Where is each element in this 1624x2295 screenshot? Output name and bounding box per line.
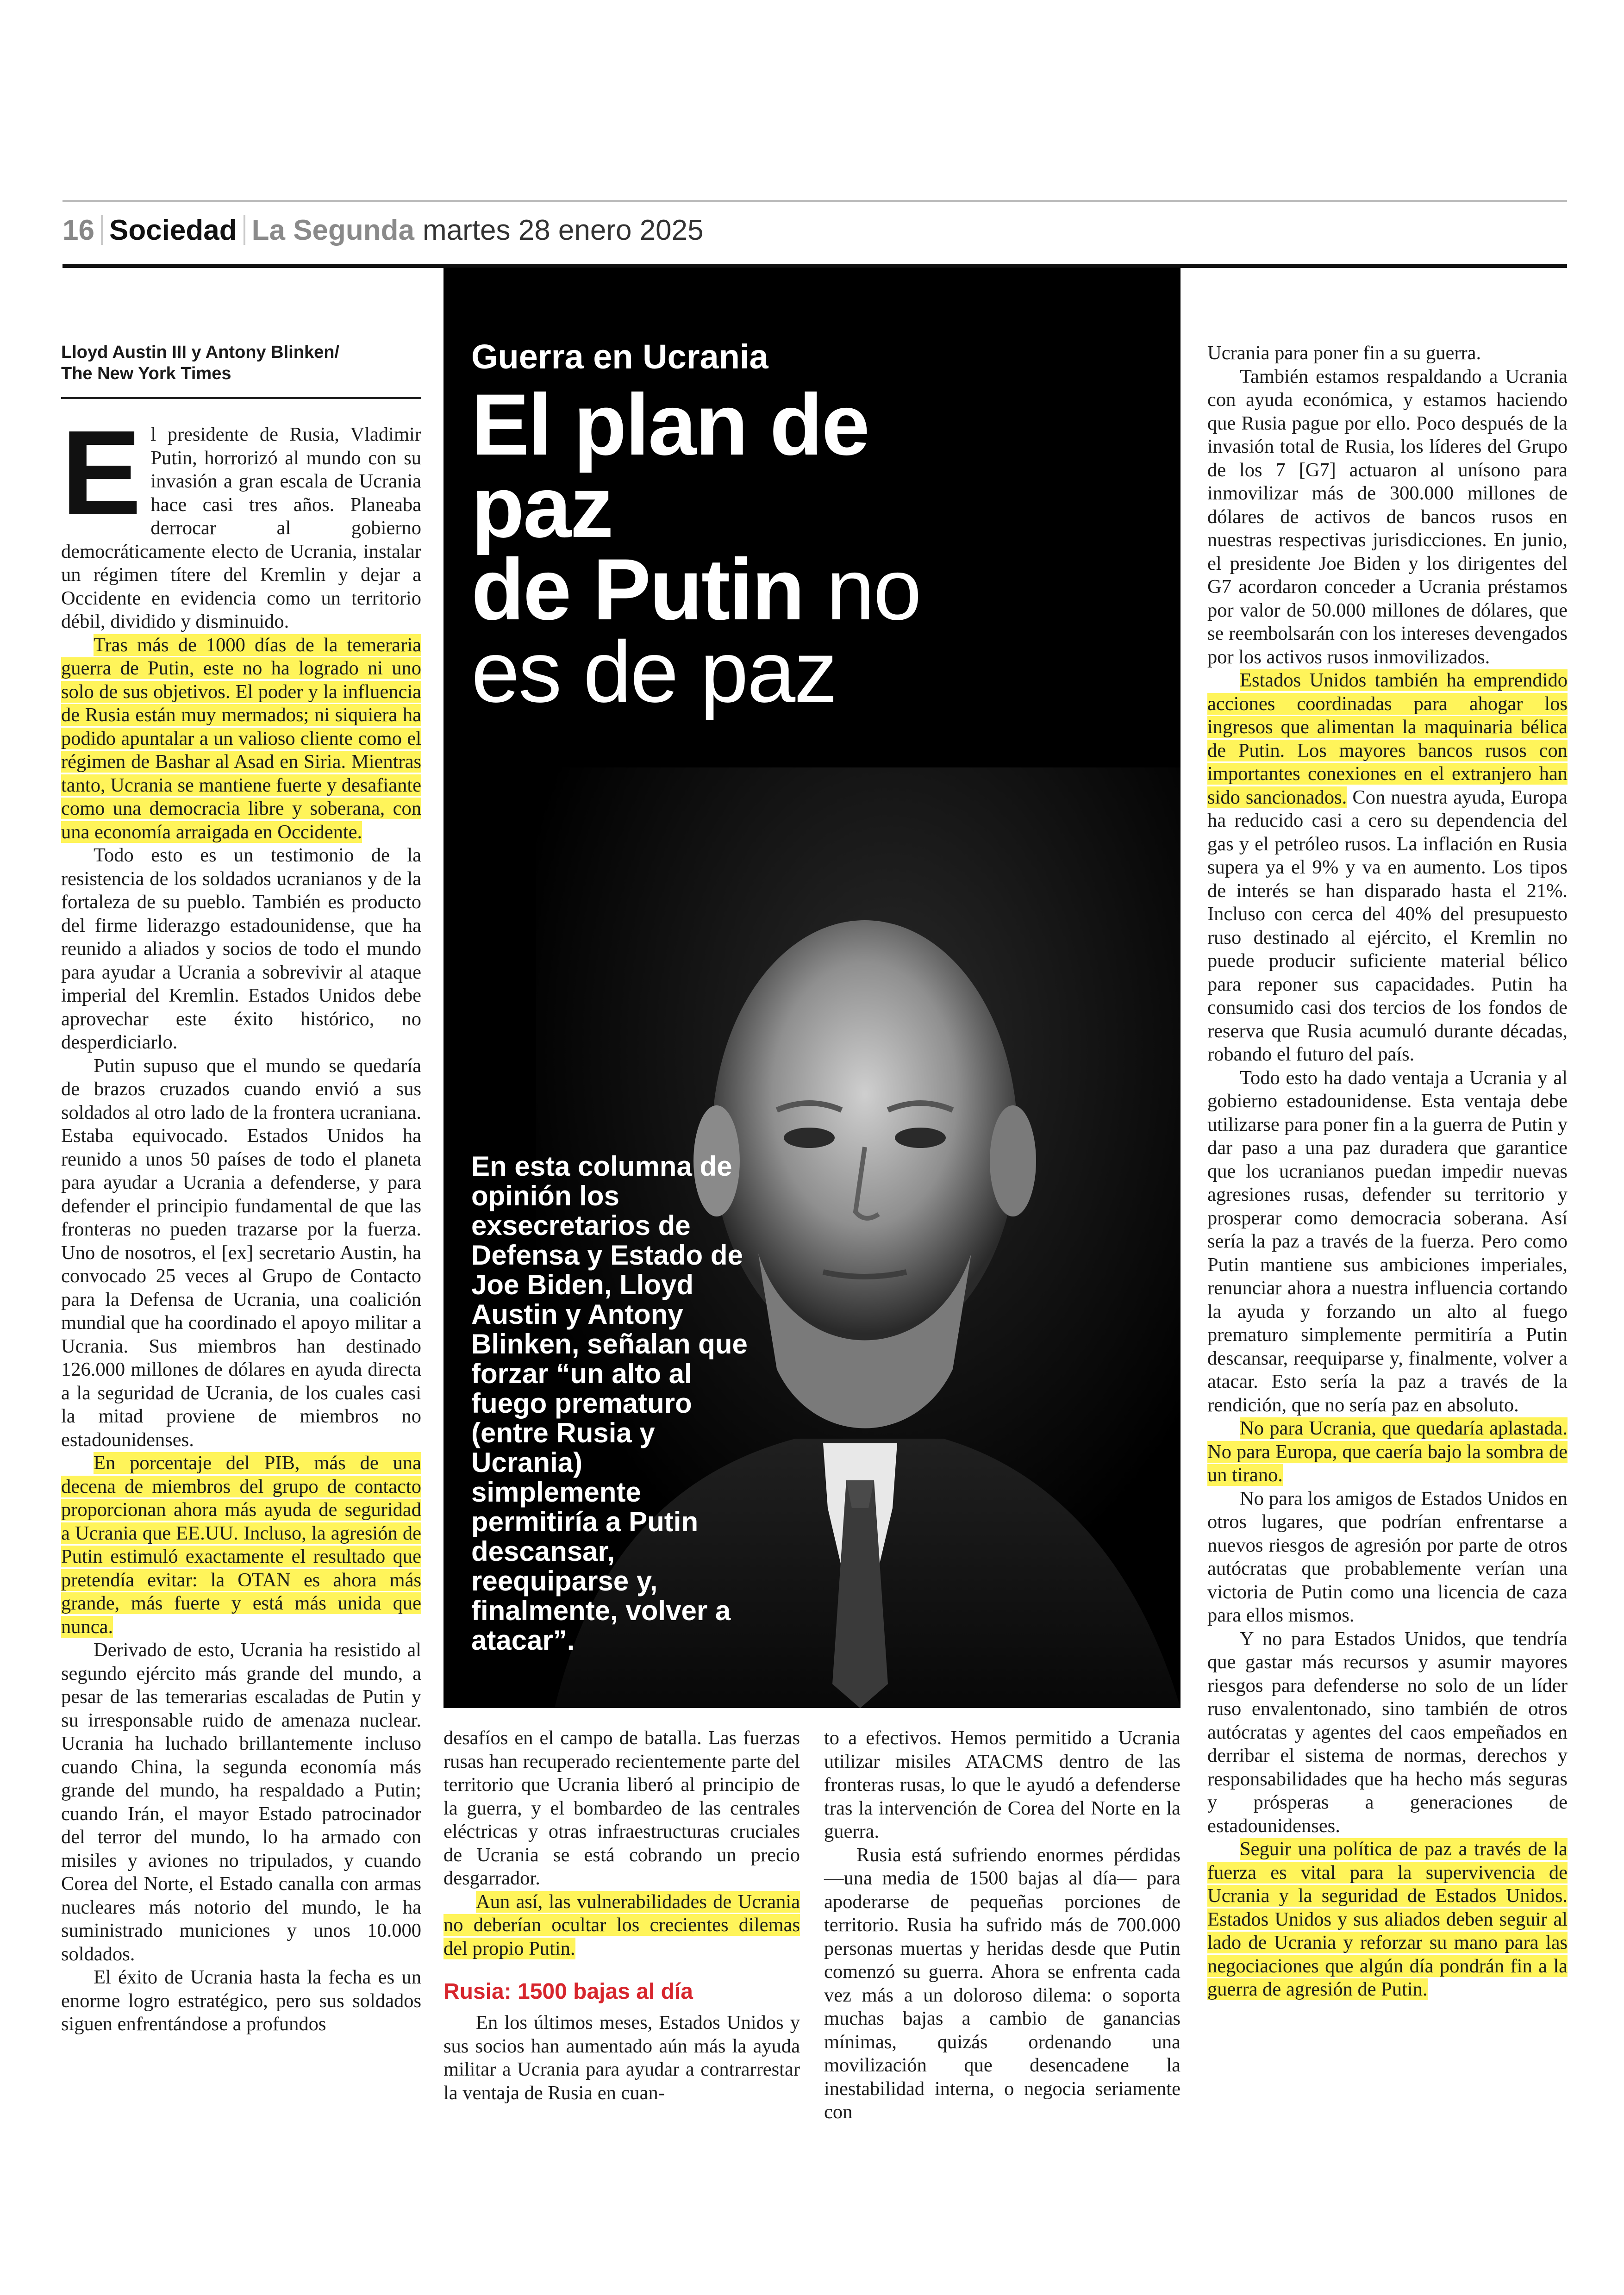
subheading: Rusia: 1500 bajas al día (443, 1979, 693, 2004)
headline-line-1: El plan de paz (471, 376, 868, 555)
kicker: Guerra en Ucrania (471, 337, 768, 376)
paragraph-text: l presidente de Rusia, Vladimir Putin, horrorizó al mundo con su invasión a gran escala de Ucrania hace casi tres años. Planeaba derrocar al gobierno democráticamente electo de Ucrania, instalar un régimen títere del Kremlin y dejar a Occidente en evidencia como un territorio débil, dividido y disminuido. (61, 424, 421, 632)
paragraph (61, 406, 421, 634)
paragraph: Putin supuso que el mundo se quedaría de brazos cruzados cuando envió a sus soldados al otro lado de la frontera ucraniana. Estaba equivocado. Estados Unidos ha reunido a unos 50 países de todo el planeta para ayudar a Ucrania a defenderse, y para defender el principio fundamental de que las fronteras no pueden trazarse por la fuerza. Uno de nosotros, el [ex] secretario Austin, ha convocado 25 veces al Grupo de Contacto para la Defensa de Ucrania, una coalición mundial que ha coordinado el apoyo militar a Ucrania. Sus miembros han destinado 126.000 millones de dólares en ayuda directa a la seguridad de Ucrania, de los cuales casi la mitad proviene de miembros no estadounidenses. (61, 1054, 421, 1451)
header-divider (244, 215, 245, 245)
byline-authors: Lloyd Austin III y Antony Blinken/ (61, 343, 339, 362)
paragraph: Y no para Estados Unidos, que tendría que gastar más recursos y asumir mayores riesgos para defenderse no solo de un líder ruso envalentonado, sino también de otros autócratas y agentes del caos empeñados en derribar el sistema de normas, derechos y responsabilidades que ha hecho más seguras y prósperas a generaciones de estadounidenses. (1207, 1628, 1568, 1837)
headline (471, 376, 1027, 720)
section-name: Sociedad (109, 214, 237, 246)
headline-line-2-bold: de Putin (471, 541, 804, 638)
page-header (62, 209, 704, 251)
paragraph: Todo esto ha dado ventaja a Ucrania y al gobierno estadounidense. Esta ventaja debe utilizarse para poner fin a la guerra de Putin y dar paso a una paz duradera que garantice que los ucranianos puedan impedir nuevas agresiones rusas, defender su territorio y prosperar como democracia soberana. Así sería la paz a través de la fuerza. Pero como Putin mantiene sus ambiciones imperiales, renunciar ahora a nuestra influencia cortando la ayuda y forzando un alto al fuego prematuro simplemente permitiría a Putin descansar, reequiparse y, finalmente, volver a atacar. Esto sería la paz a través de la rendición, que no sería paz en absoluto. (1207, 1066, 1568, 1416)
paragraph (61, 1452, 421, 1639)
headline-line-3: es de paz (471, 623, 837, 720)
top-rule (62, 200, 1567, 202)
highlighted-text: En porcentaje del PIB, más de una decena de miembros del grupo de contacto proporcionan ahora más ayuda de seguridad a Ucrania que EE.UU. Incluso, la agresión de Putin estimuló exactamente el resultado que pretendía evitar: la OTAN es ahora más grande, más fuerte y está más unida que nunca. (61, 1452, 421, 1638)
column-1 (61, 342, 421, 2036)
paragraph: En los últimos meses, Estados Unidos y sus socios han aumentado aún más la ayuda militar a Ucrania para ayudar a contrarrestar la ventaja de Rusia en cuan- (443, 2012, 800, 2104)
paragraph (1207, 669, 1568, 1066)
column-3 (824, 1727, 1181, 2124)
drop-cap: E (61, 406, 142, 540)
highlighted-text: Estados Unidos también ha emprendido acciones coordinadas para ahogar los ingresos que alimentan la maquinaria bélica de Putin. Los mayores bancos rusos con importantes conexiones en el extranjero han sido sancionados. (1207, 669, 1568, 808)
byline-rule (61, 397, 421, 399)
paragraph (1207, 1417, 1568, 1487)
highlighted-text: Tras más de 1000 días de la temeraria guerra de Putin, este no ha logrado ni uno solo de sus objetivos. El poder y la influencia de Rusia están muy mermados; ni siquiera ha podido apuntalar a un valioso cliente como el régimen de Bashar al Asad en Siria. Mientras tanto, Ucrania se mantiene fuerte y desafiante como una democracia libre y soberana, con una economía arraigada en Occidente. (61, 634, 421, 843)
paragraph-text: Con nuestra ayuda, Europa ha reducido casi a cero su dependencia del gas y el petróleo rusos. La inflación en Rusia supera ya el 9% y va en aumento. Los tipos de interés se han disparado hasta el 21%. Incluso con cerca del 40% del presupuesto ruso destinado al ejército, el Kremlin no puede producir suficiente material bélico para reponer sus capacidades. Putin ha consumido casi dos tercios de los fondos de reserva que Rusia acumuló durante décadas, robando el futuro del país. (1207, 786, 1568, 1065)
paragraph: No para los amigos de Estados Unidos en otros lugares, que podrían enfrentarse a nuevos riesgos de agresión por parte de otros autócratas que probablemente verían una victoria de Putin como una licencia de caza para ellos mismos. (1207, 1487, 1568, 1626)
byline (61, 342, 421, 384)
paper-name: La Segunda (251, 214, 414, 246)
page-number: 16 (62, 214, 94, 246)
paragraph: Rusia está sufriendo enormes pérdidas —una media de 1500 bajas al día— para apoderarse de pequeñas porciones de territorio. Rusia ha sufrido más de 700.000 personas muertas y heridas desde que Putin comenzó su guerra. Ahora se enfrenta cada vez más a un doloroso dilema: o soporta muchas bajas a cambio de ganancias mínimas, quizás ordenando una movilización que desencadene la inestabilidad interna, o negocia seriamente con (824, 1844, 1181, 2123)
headline-line-2-light: no (803, 541, 920, 638)
paragraph: Todo esto es un testimonio de la resistencia de los soldados ucranianos y de la fortaleza de su pueblo. También es producto del firme liderazgo estadounidense, que ha reunido a aliados y socios de todo el mundo para ayudar a Ucrania a sobrevivir al ataque imperial del Kremlin. Estados Unidos debe aprovechar este éxito histórico, no desperdiciarlo. (61, 844, 421, 1053)
paragraph: Derivado de esto, Ucrania ha resistido al segundo ejército más grande del mundo, a pesar de las temerarias escaladas de Putin y su irresponsable ruido de amenaza nuclear. Ucrania ha luchado brillantemente incluso cuando China, la segunda economía más grande del mundo, ha respaldado a Putin; cuando Irán, el mayor Estado patrocinador del terror del mundo, lo ha armado con misiles y aviones no tripulados, y cuando Corea del Norte, el Estado canalla con armas nucleares más notorio del mundo, le ha suministrado municiones y unos 10.000 soldados. (61, 1639, 421, 1965)
paragraph (443, 1890, 800, 1961)
pull-quote: En esta columna de opinión los exsecretarios de Defensa y Estado de Joe Biden, Lloyd Austin y Antony Blinken, señalan que forzar “un alto al fuego prematuro (entre Rusia y Ucrania) simplemente permitiría a Putin descansar, reequiparse y, finalmente, volver a atacar”. (471, 1151, 748, 1656)
paragraph: to a efectivos. Hemos permitido a Ucrania utilizar misiles ATACMS dentro de las fronteras rusas, lo que le ayudó a defenderse tras la intervención de Corea del Norte en la guerra. (824, 1727, 1181, 1842)
paragraph: También estamos respaldando a Ucrania con ayuda económica, y estamos haciendo que Rusia pague por ello. Poco después de la invasión total de Rusia, los líderes del Grupo de los 7 [G7] actuaron al unísono para inmovilizar más de 300.000 millones de dólares de activos de bancos rusos en nuestras respectivas jurisdicciones. En junio, el presidente Joe Biden y los dirigentes del G7 acordaron conceder a Ucrania préstamos por valor de 50.000 millones de dólares, que se reembolsarán con los intereses devengados por los activos rusos inmovilizados. (1207, 365, 1568, 668)
column-4 (1207, 342, 1568, 2002)
highlighted-text: No para Ucrania, que quedaría aplastada. No para Europa, que caería bajo la sombra de un tirano. (1207, 1417, 1568, 1486)
column-2 (443, 1727, 800, 2105)
issue-date: martes 28 enero 2025 (423, 214, 704, 246)
highlighted-text: Aun así, las vulnerabilidades de Ucrania no deberían ocultar los crecientes dilemas del propio Putin. (443, 1890, 800, 1959)
paragraph (1207, 1838, 1568, 2002)
paragraph: El éxito de Ucrania hasta la fecha es un enorme logro estratégico, pero sus soldados siguen enfrentándose a profundos (61, 1966, 421, 2035)
highlighted-text: Seguir una política de paz a través de la fuerza es vital para la supervivencia de Ucrania y la seguridad de Estados Unidos. Estados Unidos y sus aliados deben seguir al lado de Ucrania y reforzar su mano para las negociaciones que algún día pondrán fin a la guerra de agresión de Putin. (1207, 1838, 1568, 2000)
paragraph: desafíos en el campo de batalla. Las fuerzas rusas han recuperado recientemente parte del territorio que Ucrania liberó al principio de la guerra, y el bombardeo de las centrales eléctricas y otras infraestructuras cruciales de Ucrania se está cobrando un precio desgarrador. (443, 1727, 800, 1889)
paragraph: Ucrania para poner fin a su guerra. (1207, 342, 1481, 364)
feature-panel (443, 268, 1181, 1708)
paragraph (61, 634, 421, 844)
byline-source: The New York Times (61, 364, 231, 383)
header-divider (101, 215, 103, 245)
